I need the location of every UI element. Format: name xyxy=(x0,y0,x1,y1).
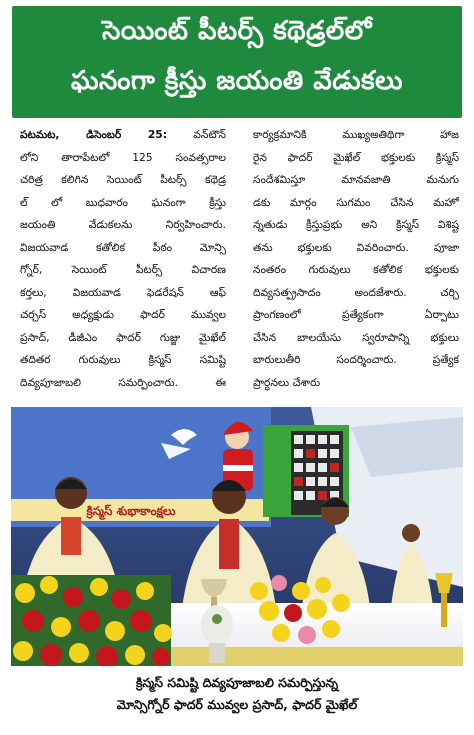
article-line: ల్ లో బుధవారం ఘనంగా క్రీస్తు xyxy=(20,195,226,209)
headline-line-2: ఘనంగా క్రీస్తు జయంతి వేడుకలు xyxy=(70,66,404,96)
article-column-right xyxy=(253,124,459,394)
article-line: రైన ఫాదర్ మైఖేల్ భక్తులకు క్రిస్మస్ xyxy=(253,150,459,164)
article-line: ప్రసాద్, డీజీఎం ఫాదర్ గుజ్జు మైఖేల్ xyxy=(20,330,226,344)
article-line-text: వన్‌టౌన్ xyxy=(193,128,226,141)
article-line: చర్చస్ అధ్యక్షుడు ఫాదర్ మువ్వల xyxy=(20,308,226,321)
news-photo xyxy=(11,407,463,666)
article-line: దివ్యపూజాబలి సమర్పించారు. ఈ xyxy=(20,375,226,389)
article-line: ప్రాంగణంలో ప్రత్యేకంగా ఏర్పాటు xyxy=(253,308,459,321)
article-line: విజయవాడ కతోలిక పీఠం మోన్సి xyxy=(20,240,226,254)
article-line: ప్రార్ధనలు చేశారు xyxy=(253,375,321,389)
article-line: జయంతి వేడుకలను నిర్వహించారు. xyxy=(20,218,226,231)
photo-caption xyxy=(12,672,462,716)
article-line: చేసిన బాలయేసు స్వరూపాన్ని భక్తులు xyxy=(253,330,459,344)
article-line: లోని తారాపేటలో 125 సంవత్సరాల xyxy=(20,150,226,164)
headline-line-1: సెయింట్ పీటర్స్ కథెడ్రల్‌లో xyxy=(102,16,372,46)
article-body xyxy=(20,124,460,392)
headline-banner xyxy=(12,6,462,118)
dateline: పటమట, డిసెంబర్ 25: xyxy=(20,128,168,141)
article-line xyxy=(20,124,226,147)
article-line: న్నతుడు క్రీస్తుప్రభు అని క్రిస్మస్ విశిష్ట xyxy=(253,218,459,231)
news-photo-illustration xyxy=(11,407,463,666)
article-line: బారులుతీరి సందర్శించారు. ప్రత్యేక xyxy=(253,353,459,366)
article-line: డకు మార్గం సుగమం చేసిన మహో xyxy=(253,195,459,209)
article-column-left xyxy=(20,124,226,394)
article-line: కార్యక్రమానికి ముఖ్యఅతిథిగా హాజ xyxy=(253,128,459,141)
article-line: సందేశమిస్తూ మానవజాతి మనుగు xyxy=(253,173,459,186)
article-line: గ్నోర్, సెయింట్ పీటర్స్ విచారణ xyxy=(20,263,226,276)
article-line: దివ్యసత్ప్రసాదం అందజేశారు. చర్చి xyxy=(253,285,459,299)
banner-greeting: క్రిస్మస్ శుభాకాంక్షలు xyxy=(86,504,176,518)
article-line: చరిత్ర కలిగిన సెయింట్ పీటర్స్ కథెడ్ర xyxy=(20,173,226,186)
article-line: కర్తలు, విజయవాడ ఫెడరేషన్ ఆఫ్ xyxy=(20,285,226,299)
article-line: తదితర గురువులు క్రిస్మస్ సమిష్టి xyxy=(20,353,226,366)
article-line: నంతరం గురువులు కతోలిక భక్తులకు xyxy=(253,263,459,276)
flower-bouquet-left xyxy=(11,575,172,666)
article-line: తను భక్తులకు వివరించారు. పూజా xyxy=(253,240,459,254)
caption-line-1: క్రిస్మస్ సమిష్టి దివ్యపూజాబలి సమర్పిస్తున్న xyxy=(135,675,339,690)
caption-line-2: మోన్సిగ్నోర్ ఫాదర్ మువ్వల ప్రసాద్, ఫాదర్ మైఖేల్ xyxy=(116,697,358,712)
